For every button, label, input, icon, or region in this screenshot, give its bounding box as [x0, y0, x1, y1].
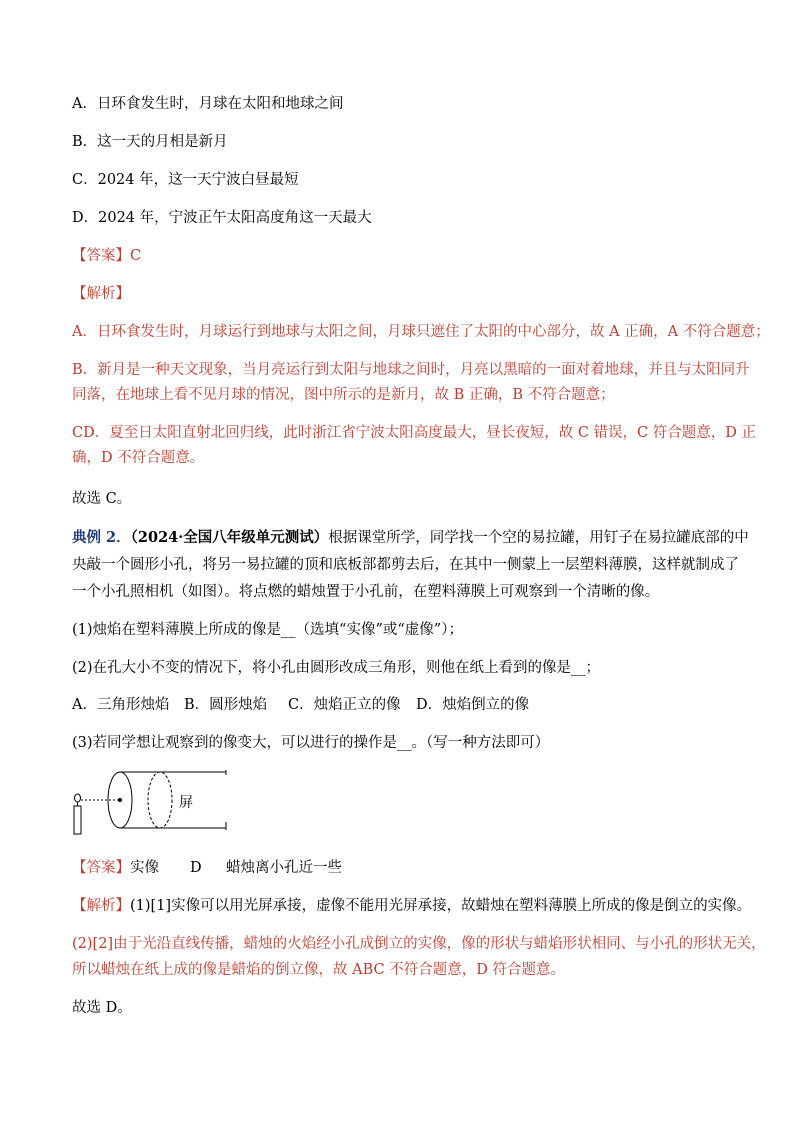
analysis-a: A．日环食发生时，月球运行到地球与太阳之间，月球只遮住了太阳的中心部分，故 A 正确，A 不符合题意；	[72, 324, 770, 340]
option-a: A．日环食发生时，月球在太阳和地球之间	[72, 96, 344, 112]
analysis-2-p1	[72, 896, 751, 916]
example-text: 根据课堂所学，同学找一个空的易拉罐，用钉子在易拉罐底部的中	[328, 530, 749, 546]
screen-label: 屏	[179, 795, 193, 811]
choose-1: 故选 C。	[72, 491, 132, 507]
analysis-b-line2: 同落，在地球上看不见月球的情况，图中所示的是新月，故 B 正确，B 不符合题意；	[72, 387, 615, 403]
answer-2-value-3: 蜡烛离小孔近一些	[226, 860, 342, 876]
analysis-cd-line2: 确，D 不符合题意。	[72, 450, 205, 466]
answer-value: C	[130, 248, 142, 264]
option-d: D．2024 年，宁波正午太阳高度角这一天最大	[72, 210, 372, 226]
example-2-line1	[72, 528, 749, 548]
example-2-line3: 一个小孔照相机（如图）。将点燃的蜡烛置于小孔前，在塑料薄膜上可观察到一个清晰的像。	[72, 584, 660, 600]
analysis-2-p2-line2: 所以蜡烛在纸上成的像是蜡焰的倒立像，故 ABC 不符合题意，D 符合题意。	[72, 962, 565, 978]
answer-2-value-2: D	[190, 860, 202, 876]
answer-2	[72, 858, 342, 878]
choose-2: 故选 D。	[72, 1000, 132, 1016]
analysis-b-line1: B．新月是一种天文现象，当月亮运行到太阳与地球之间时，月亮以黑暗的一面对着地球，并且与太阳同升	[72, 362, 750, 378]
answer-2-label: 【答案】	[72, 860, 130, 876]
example-2-line2: 央敲一个圆形小孔，将另一易拉罐的顶和底板部都剪去后，在其中一侧蒙上一层塑料薄膜，这样就制成了	[72, 557, 739, 573]
example-label: 典例 2．	[72, 529, 131, 546]
analysis-2-label: 【解析】	[72, 898, 130, 914]
question-3: (3)若同学想让观察到的像变大，可以进行的操作是__。（写一种方法即可）	[72, 735, 550, 751]
answer-1	[72, 246, 141, 266]
question-2-options	[72, 695, 529, 715]
q2-option-b: B．圆形烛焰	[184, 697, 268, 713]
analysis-label: 【解析】	[72, 286, 130, 302]
question-2: (2)在孔大小不变的情况下，将小孔由圆形改成三角形，则他在纸上看到的像是__；	[72, 660, 601, 676]
answer-label: 【答案】	[72, 248, 130, 264]
option-c: C．2024 年，这一天宁波白昼最短	[72, 172, 299, 188]
example-source: （2024·全国八年级单元测试）	[130, 529, 329, 546]
q2-option-c: C．烛焰正立的像	[288, 697, 401, 713]
analysis-2-p2-line1: (2)[2]由于光沿直线传播，蜡烛的火焰经小孔成倒立的实像，像的形状与蜡焰形状相同、与小孔的形状无关，	[72, 936, 766, 952]
analysis-2-p1-text: (1)[1]实像可以用光屏承接，虚像不能用光屏承接，故蜡烛在塑料薄膜上所成的像是倒立的实像。	[130, 898, 752, 914]
pinhole-camera-figure	[68, 770, 238, 836]
q2-option-a: A．三角形烛焰	[72, 697, 170, 713]
question-1: (1)烛焰在塑料薄膜上所成的像是__（选填“实像”或“虚像”）；	[72, 622, 463, 638]
answer-2-value-1: 实像	[130, 860, 159, 876]
q2-option-d: D．烛焰倒立的像	[416, 697, 530, 713]
option-b: B．这一天的月相是新月	[72, 134, 228, 150]
analysis-cd-line1: CD．夏至日太阳直射北回归线，此时浙江省宁波太阳高度最大，昼长夜短，故 C 错误，C 符合题意，D 正	[72, 425, 756, 441]
